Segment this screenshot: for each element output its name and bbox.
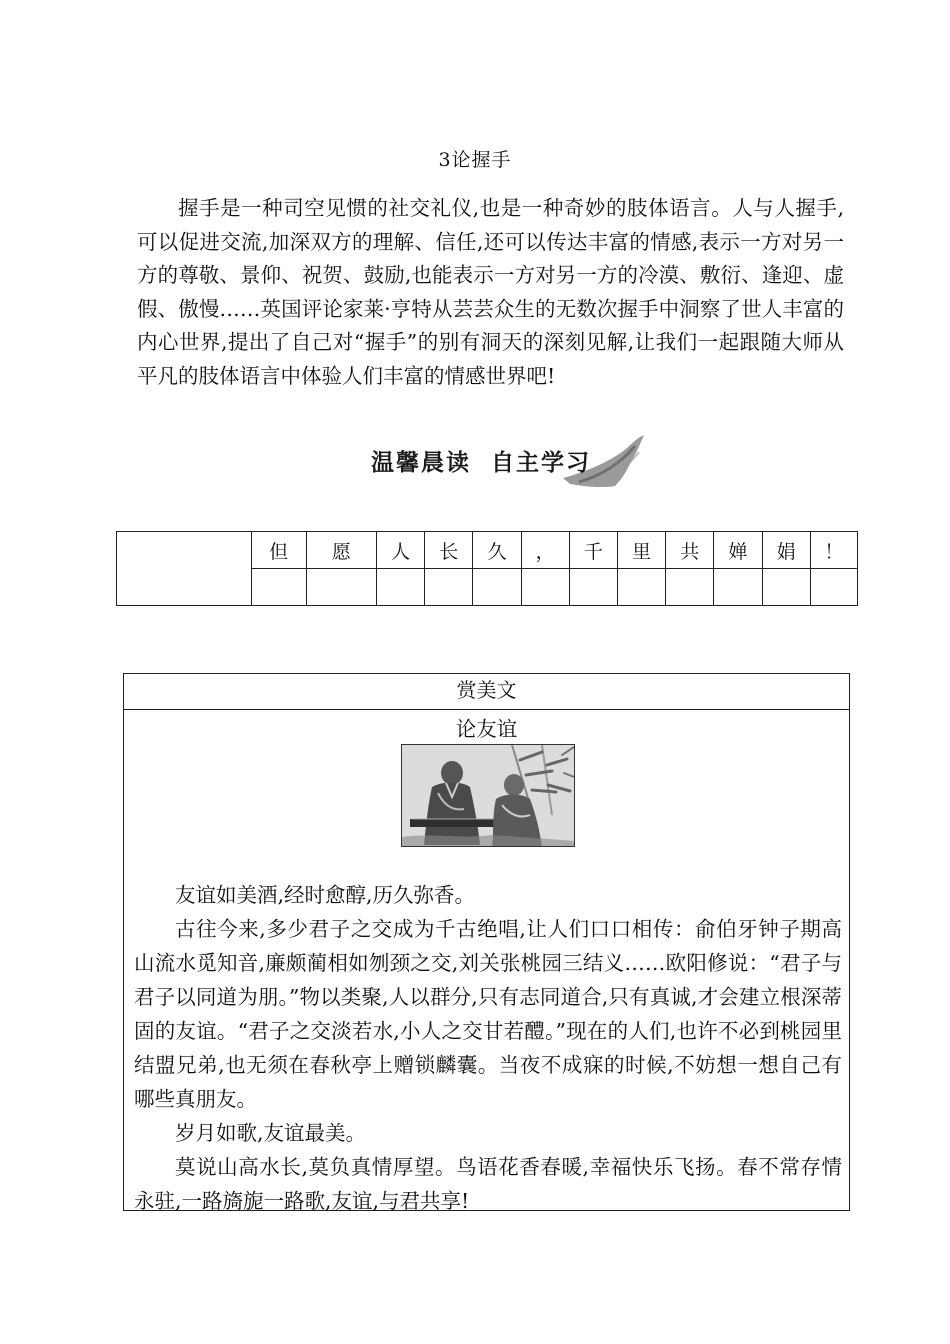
box-header: 赏美文 bbox=[124, 674, 849, 710]
practice-char: 人 bbox=[377, 532, 425, 569]
practice-blank-cell[interactable] bbox=[617, 569, 665, 606]
essay-paragraph: 岁月如歌,友谊最美。 bbox=[175, 1121, 367, 1145]
appreciation-box bbox=[123, 673, 850, 1211]
practice-blank-cell[interactable] bbox=[569, 569, 617, 606]
practice-char: 娟 bbox=[762, 532, 810, 569]
essay-paragraph: 古往今来,多少君子之交成为千古绝唱,让人们口口相传：俞伯牙钟子期高山流水觅知音,廉颇蔺相如刎颈之交,刘关张桃园三结义……欧阳修说：“君子与君子以同道为朋。”物以类聚,人以群分,只有志同道合,只有真诚,才会建立根深蒂固的友谊。“君子之交淡若水,小人之交甘若醴。”现在的人们,也许不必到桃园里结盟兄弟,也无须在春秋亭上赠锁麟囊。当夜不成寐的时候,不妨想一想自己有哪些真朋友。 bbox=[134, 917, 842, 1111]
calligraphy-practice-table bbox=[116, 531, 858, 606]
practice-char: 长 bbox=[425, 532, 473, 569]
essay-paragraph: 友谊如美酒,经时愈醇,历久弥香。 bbox=[175, 883, 476, 907]
two-scholars-illustration bbox=[401, 744, 575, 847]
practice-label-cell bbox=[117, 532, 252, 606]
essay-paragraph: 莫说山高水长,莫负真情厚望。鸟语花香春暖,幸福快乐飞扬。春不常存情永驻,一路旖旎一路歌,友谊,与君共享! bbox=[134, 1155, 842, 1213]
intro-section bbox=[137, 192, 844, 393]
lesson-title: 3论握手 bbox=[438, 149, 512, 171]
practice-blank-cell[interactable] bbox=[377, 569, 425, 606]
practice-char: 里 bbox=[617, 532, 665, 569]
practice-blank-cell[interactable] bbox=[666, 569, 714, 606]
practice-blank-cell[interactable] bbox=[306, 569, 376, 606]
practice-char: 千 bbox=[569, 532, 617, 569]
practice-char: 愿 bbox=[306, 532, 376, 569]
essay-title: 论友谊 bbox=[455, 717, 518, 741]
section-banner bbox=[365, 432, 650, 490]
practice-blank-cell[interactable] bbox=[714, 569, 762, 606]
essay-body bbox=[134, 878, 842, 1218]
practice-char: 但 bbox=[251, 532, 306, 569]
practice-blank-cell[interactable] bbox=[762, 569, 810, 606]
practice-char: 婵 bbox=[714, 532, 762, 569]
practice-blank-cell[interactable] bbox=[425, 569, 473, 606]
practice-char: ！ bbox=[810, 532, 857, 569]
practice-blank-cell[interactable] bbox=[251, 569, 306, 606]
intro-paragraph: 握手是一种司空见惯的社交礼仪,也是一种奇妙的肢体语言。人与人握手,可以促进交流,加深双方的理解、信任,还可以传达丰富的情感,表示一方对另一方的尊敬、景仰、祝贺、鼓励,也能表示一方对另一方的冷漠、敷衍、逢迎、虚假、傲慢……英国评论家莱·亨特从芸芸众生的无数次握手中洞察了世人丰富的内心世界,提出了自己对“握手”的别有洞天的深刻见解,让我们一起跟随大师从平凡的肢体语言中体验人们丰富的情感世界吧! bbox=[137, 196, 844, 388]
practice-row-chars bbox=[117, 532, 858, 569]
practice-char: ， bbox=[521, 532, 569, 569]
practice-blank-cell[interactable] bbox=[473, 569, 521, 606]
practice-blank-cell[interactable] bbox=[810, 569, 857, 606]
practice-char: 共 bbox=[666, 532, 714, 569]
ink-painting-image bbox=[402, 745, 575, 847]
banner-text: 温馨晨读 自主学习 bbox=[371, 450, 592, 476]
practice-blank-cell[interactable] bbox=[521, 569, 569, 606]
practice-char: 久 bbox=[473, 532, 521, 569]
